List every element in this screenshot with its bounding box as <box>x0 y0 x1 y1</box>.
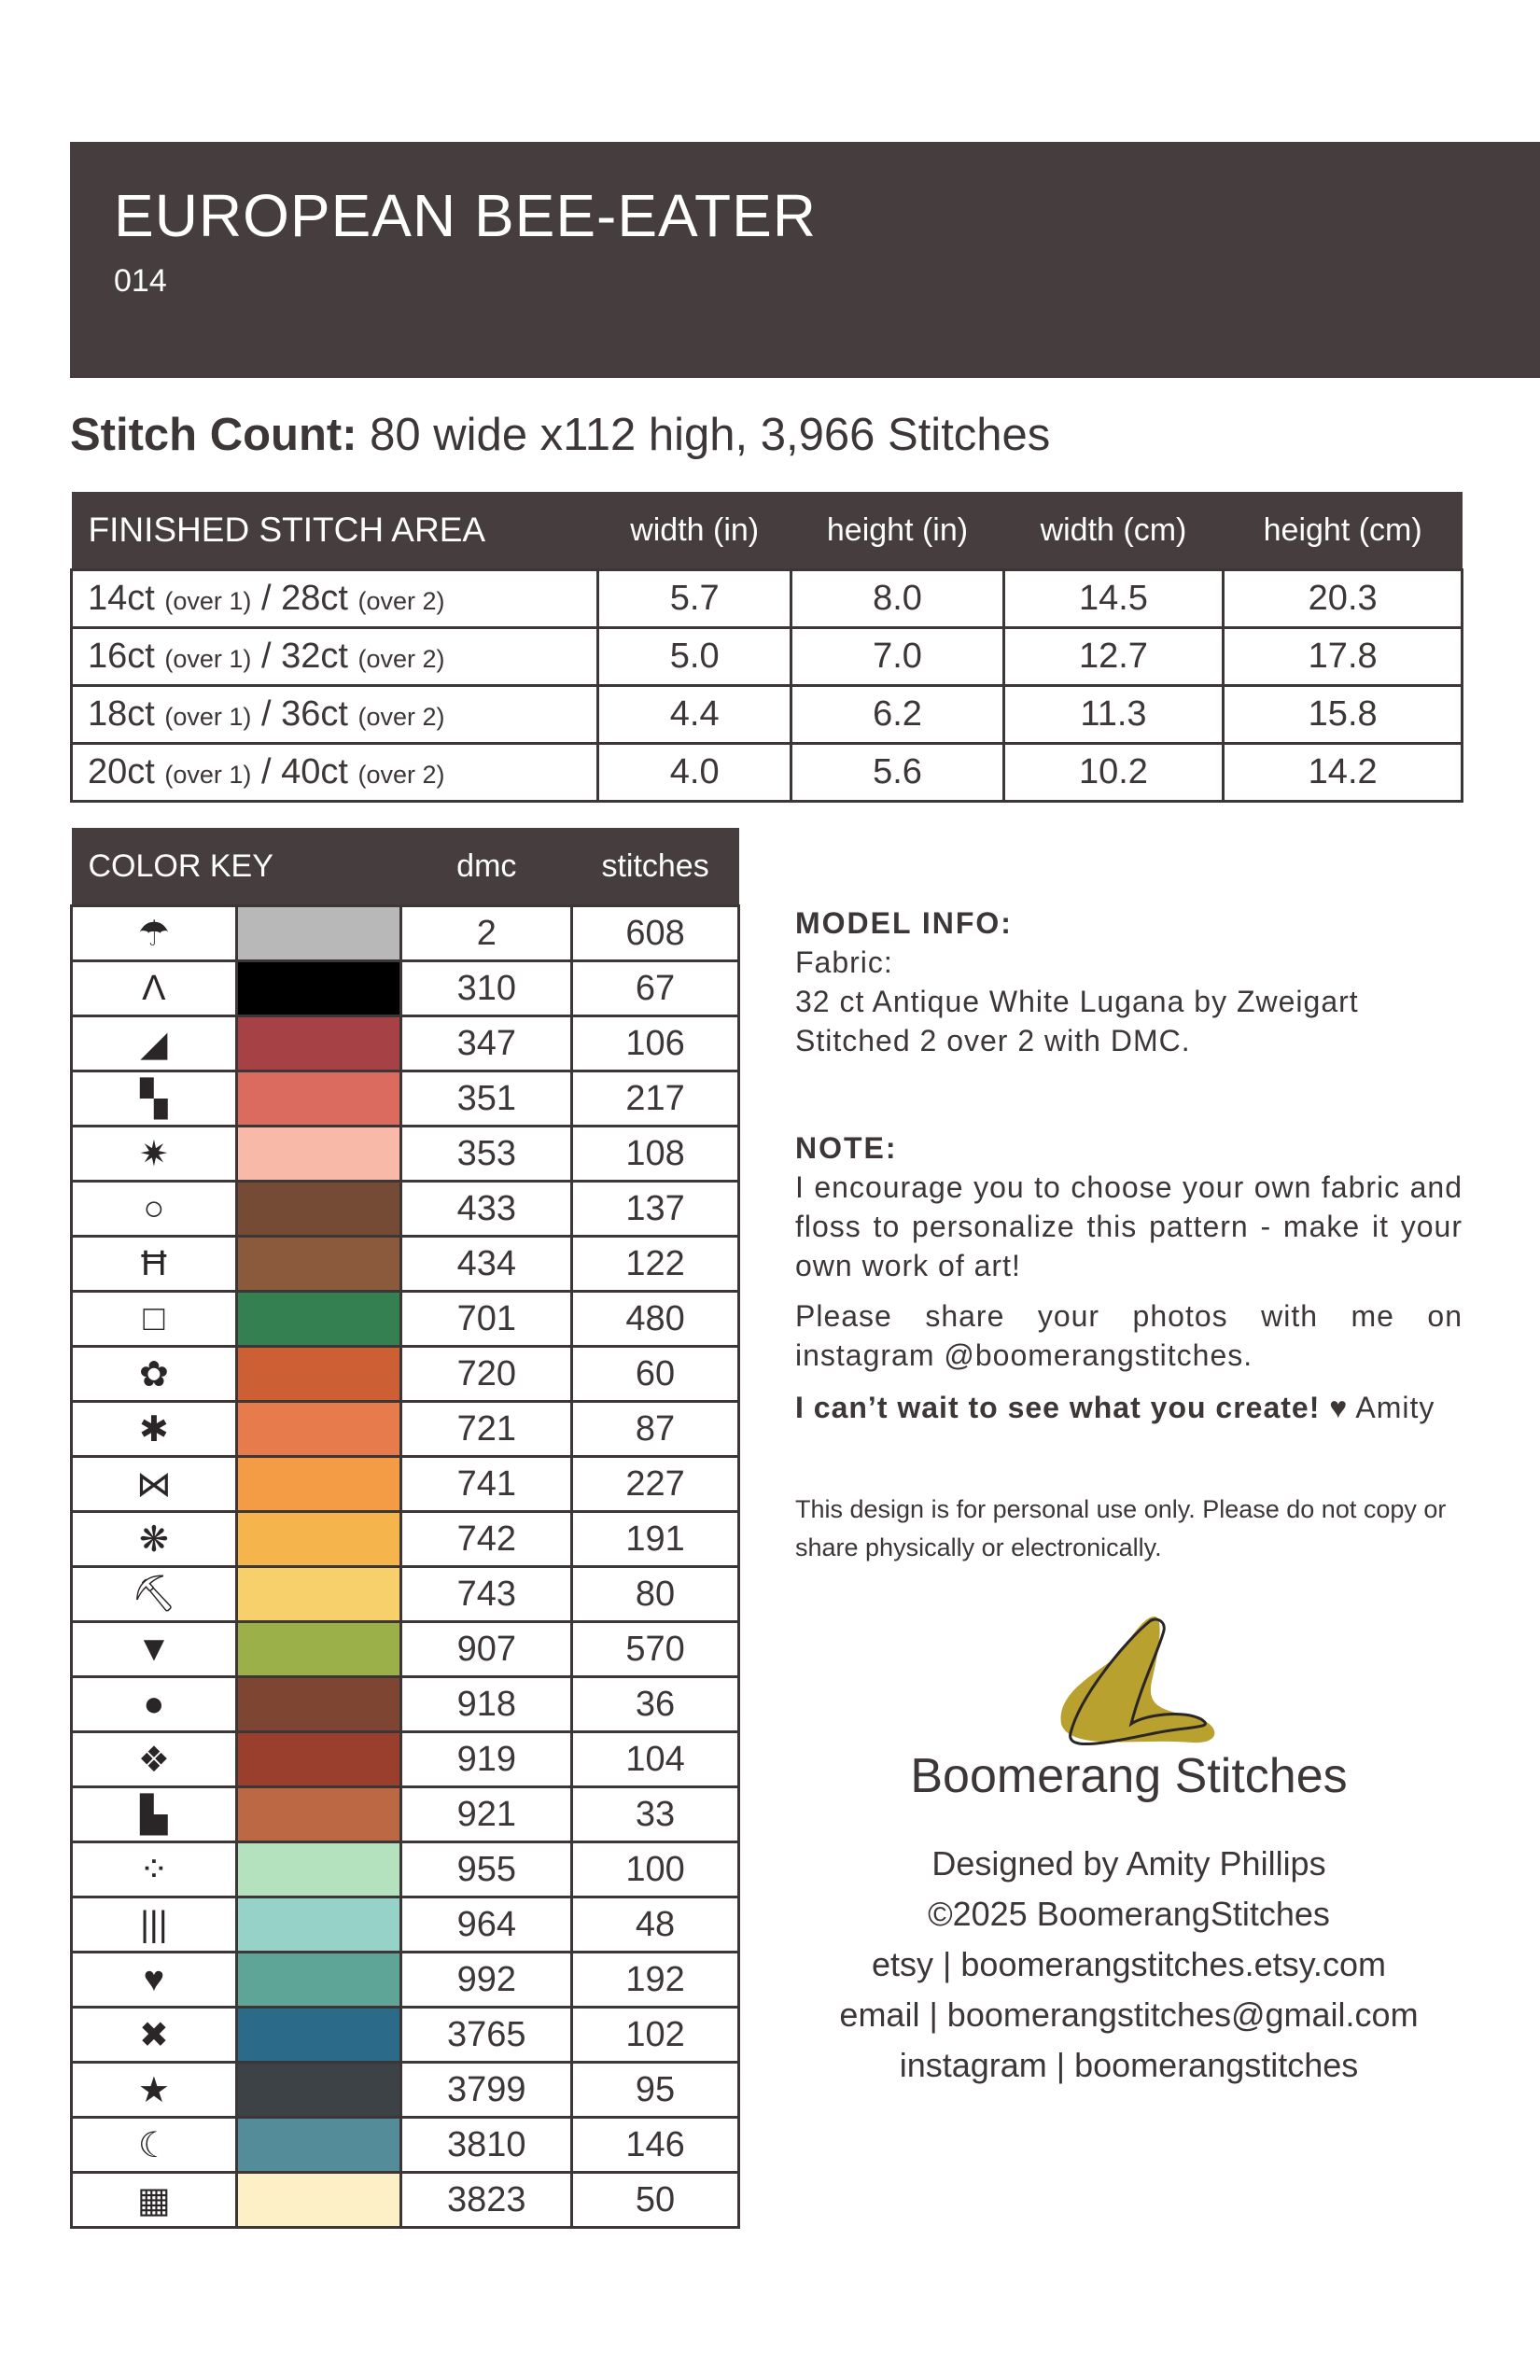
dmc-number: 351 <box>401 1071 572 1127</box>
over-2-label: (over 2) <box>357 645 445 673</box>
width-in-cell: 4.4 <box>598 686 791 744</box>
table-row <box>72 1182 739 1237</box>
count-over-2: 40ct <box>281 752 348 791</box>
height-cm-cell: 17.8 <box>1224 628 1463 686</box>
stitch-count <box>70 409 1050 461</box>
count-over-1: 20ct <box>88 752 155 791</box>
step-squares-icon: ▚ <box>72 1071 237 1127</box>
stitch-count-cell: 146 <box>572 2118 739 2173</box>
color-swatch <box>236 1842 401 1897</box>
table-row <box>72 1677 739 1732</box>
color-swatch <box>236 1732 401 1787</box>
table-row <box>72 1567 739 1622</box>
table-row <box>72 1292 739 1347</box>
stitch-count-cell: 608 <box>572 906 739 961</box>
stitch-count-cell: 570 <box>572 1622 739 1677</box>
stitch-count-cell: 50 <box>572 2173 739 2228</box>
area-header: FINISHED STITCH AREA <box>72 492 598 570</box>
color-swatch <box>236 1127 401 1182</box>
table-row <box>72 2118 739 2173</box>
color-swatch <box>236 1016 401 1071</box>
count-over-2: 28ct <box>281 579 348 618</box>
table-row <box>72 2063 739 2118</box>
credit-line: etsy | boomerangstitches.etsy.com <box>872 1945 1386 1983</box>
ring-icon: ○ <box>72 1182 237 1237</box>
dmc-number: 3765 <box>401 2008 572 2063</box>
height-cm-cell: 20.3 <box>1224 570 1463 628</box>
flower-icon: ✿ <box>72 1347 237 1402</box>
filled-circle-icon: ● <box>72 1677 237 1732</box>
color-swatch <box>236 961 401 1016</box>
color-swatch <box>236 1071 401 1127</box>
color-swatch <box>236 1182 401 1237</box>
model-fabric: 32 ct Antique White Lugana by Zweigart <box>795 985 1359 1018</box>
boomerang-logo-icon <box>1052 1612 1225 1752</box>
table-row <box>72 1842 739 1897</box>
dmc-number: 992 <box>401 1953 572 2008</box>
table-row <box>72 1127 739 1182</box>
fabric-count-cell: 20ct (over 1) / 40ct (over 2) <box>72 744 598 802</box>
dmc-number: 721 <box>401 1402 572 1457</box>
height-in-cell: 7.0 <box>791 628 1003 686</box>
over-1-label: (over 1) <box>164 645 252 673</box>
table-row <box>72 2008 739 2063</box>
width-cm-cell: 14.5 <box>1003 570 1224 628</box>
dmc-number: 353 <box>401 1127 572 1182</box>
open-square-icon: □ <box>72 1292 237 1347</box>
stitch-count-label: Stitch Count: <box>70 410 357 460</box>
dmc-number: 741 <box>401 1457 572 1512</box>
bars-icon: ||| <box>72 1897 237 1953</box>
area-header-row <box>72 492 1463 570</box>
stitch-count-cell: 60 <box>572 1347 739 1402</box>
model-info <box>795 903 1463 1060</box>
note <box>795 1128 1463 1427</box>
dmc-number: 2 <box>401 906 572 961</box>
key-header-row <box>72 828 739 906</box>
table-row <box>72 1953 739 2008</box>
color-swatch <box>236 2173 401 2228</box>
color-key-table <box>70 828 740 2229</box>
count-over-1: 14ct <box>88 579 155 618</box>
width-in-cell: 4.0 <box>598 744 791 802</box>
table-row <box>72 1457 739 1512</box>
color-swatch <box>236 2118 401 2173</box>
dmc-number: 921 <box>401 1787 572 1842</box>
table-row <box>72 686 1463 744</box>
stitch-count-cell: 48 <box>572 1897 739 1953</box>
credit-line: ©2025 BoomerangStitches <box>928 1895 1330 1933</box>
height-in-cell: 8.0 <box>791 570 1003 628</box>
table-row <box>72 1787 739 1842</box>
color-swatch <box>236 1237 401 1292</box>
four-squares-icon: ▦ <box>72 2173 237 2228</box>
stitch-count-cell: 102 <box>572 2008 739 2063</box>
table-row <box>72 2173 739 2228</box>
stitch-count-value: 80 wide x112 high, 3,966 Stitches <box>370 410 1051 460</box>
table-row <box>72 1016 739 1071</box>
pattern-code: 014 <box>114 263 167 299</box>
key-header: COLOR KEY <box>72 828 401 906</box>
down-triangle-icon: ▼ <box>72 1622 237 1677</box>
dmc-number: 3823 <box>401 2173 572 2228</box>
asterisk-icon: ✱ <box>72 1402 237 1457</box>
stitch-count-cell: 122 <box>572 1237 739 1292</box>
x-mark-icon: ✖ <box>72 2008 237 2063</box>
color-swatch <box>236 1897 401 1953</box>
table-row <box>72 1347 739 1402</box>
height-in-cell: 6.2 <box>791 686 1003 744</box>
brand-name: Boomerang Stitches <box>910 1749 1348 1803</box>
area-header: width (in) <box>598 492 791 570</box>
dmc-number: 434 <box>401 1237 572 1292</box>
color-swatch <box>236 1347 401 1402</box>
width-in-cell: 5.0 <box>598 628 791 686</box>
stitch-count-cell: 87 <box>572 1402 739 1457</box>
starburst-icon: ✷ <box>72 1127 237 1182</box>
dmc-number: 955 <box>401 1842 572 1897</box>
dmc-number: 742 <box>401 1512 572 1567</box>
dmc-number: 433 <box>401 1182 572 1237</box>
count-over-1: 16ct <box>88 637 155 676</box>
table-row <box>72 961 739 1016</box>
table-row <box>72 628 1463 686</box>
finished-stitch-area-table <box>70 492 1463 803</box>
dmc-number: 3799 <box>401 2063 572 2118</box>
key-header: dmc <box>401 828 572 906</box>
stitch-count-cell: 108 <box>572 1127 739 1182</box>
width-cm-cell: 10.2 <box>1003 744 1224 802</box>
table-row <box>72 1237 739 1292</box>
title-banner <box>70 142 1540 378</box>
stitch-count-cell: 480 <box>572 1292 739 1347</box>
area-header: width (cm) <box>1003 492 1224 570</box>
stitch-count-cell: 67 <box>572 961 739 1016</box>
stitch-count-cell: 33 <box>572 1787 739 1842</box>
note-signoff-bold: I can’t wait to see what you create! <box>795 1391 1321 1424</box>
stitch-count-cell: 36 <box>572 1677 739 1732</box>
count-over-1: 18ct <box>88 694 155 734</box>
credit-line: Designed by Amity Phillips <box>931 1844 1326 1883</box>
moon-icon: ☾ <box>72 2118 237 2173</box>
note-signoff <box>795 1388 1463 1427</box>
width-in-cell: 5.7 <box>598 570 791 628</box>
over-2-label: (over 2) <box>357 587 445 615</box>
heart-icon: ♥ <box>72 1953 237 2008</box>
count-over-2: 32ct <box>281 637 348 676</box>
color-swatch <box>236 1787 401 1842</box>
color-swatch <box>236 1953 401 2008</box>
model-info-heading: MODEL INFO: <box>795 906 1013 940</box>
table-row <box>72 1071 739 1127</box>
color-swatch <box>236 1402 401 1457</box>
height-in-cell: 5.6 <box>791 744 1003 802</box>
star-icon: ★ <box>72 2063 237 2118</box>
stitch-count-cell: 217 <box>572 1071 739 1127</box>
umbrella-icon: ☂ <box>72 906 237 961</box>
credits <box>795 1839 1463 2091</box>
note-heading: NOTE: <box>795 1131 898 1165</box>
quarter-arc-icon: ◢ <box>72 1016 237 1071</box>
stitch-count-cell: 191 <box>572 1512 739 1567</box>
width-cm-cell: 11.3 <box>1003 686 1224 744</box>
color-swatch <box>236 2063 401 2118</box>
stitch-count-cell: 95 <box>572 2063 739 2118</box>
credit-line: instagram | boomerangstitches <box>899 2046 1359 2084</box>
color-swatch <box>236 2008 401 2063</box>
over-1-label: (over 1) <box>164 703 252 731</box>
over-1-label: (over 1) <box>164 761 252 789</box>
over-1-label: (over 1) <box>164 587 252 615</box>
count-over-2: 36ct <box>281 694 348 734</box>
h-bracket-icon: Ħ <box>72 1237 237 1292</box>
table-row <box>72 570 1463 628</box>
color-swatch <box>236 1512 401 1567</box>
dmc-number: 743 <box>401 1567 572 1622</box>
dots-diagonal-icon: ⁘ <box>72 1842 237 1897</box>
stitch-count-cell: 80 <box>572 1567 739 1622</box>
dmc-number: 964 <box>401 1897 572 1953</box>
color-swatch <box>236 1457 401 1512</box>
step-icon: ▙ <box>72 1787 237 1842</box>
dmc-number: 907 <box>401 1622 572 1677</box>
width-cm-cell: 12.7 <box>1003 628 1224 686</box>
stitch-count-cell: 227 <box>572 1457 739 1512</box>
dmc-number: 918 <box>401 1677 572 1732</box>
table-row <box>72 1512 739 1567</box>
color-swatch <box>236 1292 401 1347</box>
note-paragraph: Please share your photos with me on instagram @boomerangstitches. <box>795 1299 1463 1372</box>
over-2-label: (over 2) <box>357 761 445 789</box>
area-header: height (in) <box>791 492 1003 570</box>
table-row <box>72 1402 739 1457</box>
credit-line: email | boomerangstitches@gmail.com <box>839 1995 1419 2034</box>
pickaxe-icon: ⛏ <box>72 1567 237 1622</box>
note-paragraph: I encourage you to choose your own fabric and floss to personalize this pattern - make it your own work of art! <box>795 1170 1463 1282</box>
area-header: height (cm) <box>1224 492 1463 570</box>
color-swatch <box>236 1567 401 1622</box>
over-2-label: (over 2) <box>357 703 445 731</box>
dmc-number: 310 <box>401 961 572 1016</box>
color-swatch <box>236 906 401 961</box>
caret-icon: Λ <box>72 961 237 1016</box>
fabric-count-cell: 14ct (over 1) / 28ct (over 2) <box>72 570 598 628</box>
model-stitched: Stitched 2 over 2 with DMC. <box>795 1024 1191 1057</box>
dmc-number: 720 <box>401 1347 572 1402</box>
dmc-number: 3810 <box>401 2118 572 2173</box>
fabric-count-cell: 16ct (over 1) / 32ct (over 2) <box>72 628 598 686</box>
note-signature: ♥ Amity <box>1329 1391 1435 1424</box>
table-row <box>72 1732 739 1787</box>
table-row <box>72 1622 739 1677</box>
color-swatch <box>236 1677 401 1732</box>
fabric-count-cell: 18ct (over 1) / 36ct (over 2) <box>72 686 598 744</box>
key-header: stitches <box>572 828 739 906</box>
four-diamonds-icon: ❖ <box>72 1732 237 1787</box>
table-row <box>72 1897 739 1953</box>
stitch-count-cell: 104 <box>572 1732 739 1787</box>
height-cm-cell: 14.2 <box>1224 744 1463 802</box>
stitch-count-cell: 192 <box>572 1953 739 2008</box>
model-fabric-label: Fabric: <box>795 945 893 979</box>
dmc-number: 701 <box>401 1292 572 1347</box>
stitch-count-cell: 106 <box>572 1016 739 1071</box>
dmc-number: 347 <box>401 1016 572 1071</box>
table-row <box>72 744 1463 802</box>
stitch-count-cell: 100 <box>572 1842 739 1897</box>
dmc-number: 919 <box>401 1732 572 1787</box>
pattern-title: EUROPEAN BEE-EATER <box>114 182 817 249</box>
height-cm-cell: 15.8 <box>1224 686 1463 744</box>
bowtie-icon: ⋈ <box>72 1457 237 1512</box>
stitch-count-cell: 137 <box>572 1182 739 1237</box>
snowflake-icon: ❋ <box>72 1512 237 1567</box>
disclaimer: This design is for personal use only. Please do not copy or share physically or electronically. <box>795 1495 1447 1561</box>
color-swatch <box>236 1622 401 1677</box>
table-row <box>72 906 739 961</box>
